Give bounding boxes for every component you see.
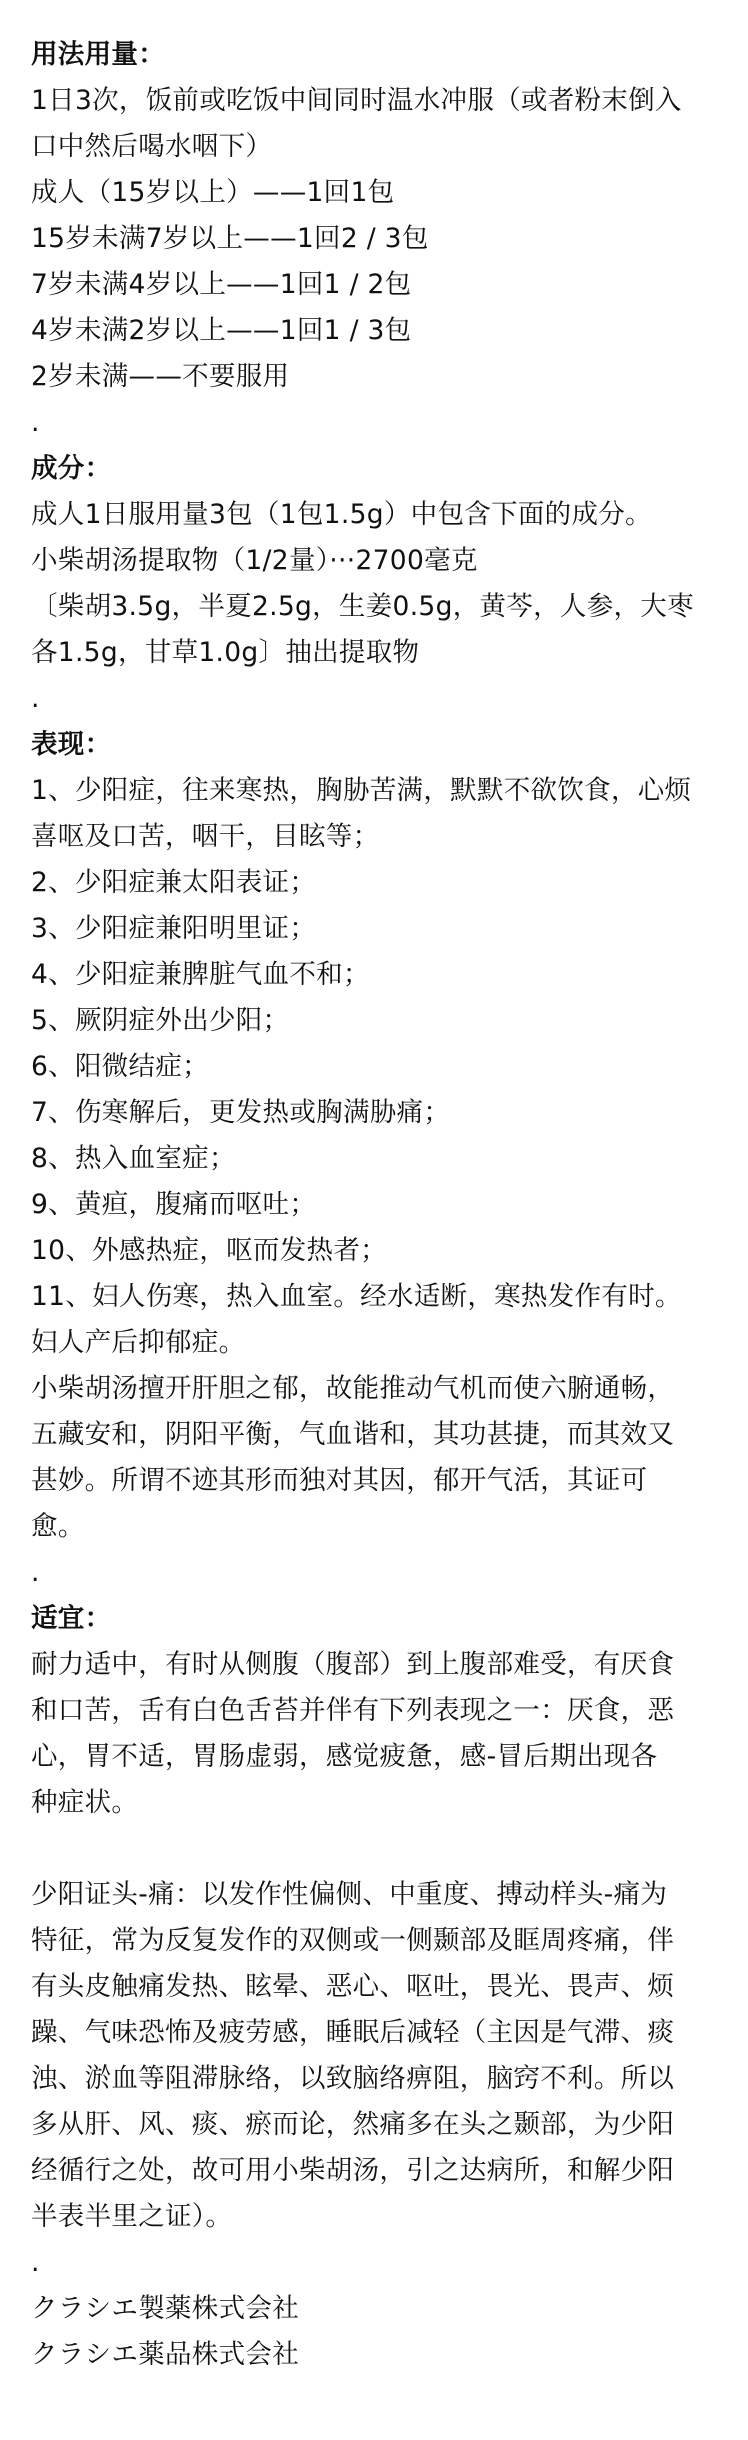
dosage-line: 成人（15岁以上）——1回1包 [31, 177, 395, 208]
symptoms-line: 喜呕及口苦，咽干，目眩等； [31, 821, 380, 852]
dosage-line: 2岁未满——不要服用 [31, 361, 290, 392]
paragraph-gap [31, 1826, 716, 1872]
symptoms-line: 1、少阳症，往来寒热，胸胁苦满，默默不欲饮食，心烦 [31, 775, 692, 806]
symptoms-section [31, 722, 716, 1596]
symptoms-line: 3、少阳症兼阳明里证； [31, 913, 317, 944]
dosage-heading: 用法用量： [31, 39, 165, 70]
dosage-line: 1日3次，饭前或吃饭中间同时温水冲服（或者粉末倒入 [31, 85, 682, 116]
dosage-line: 口中然后喝水咽下） [31, 131, 273, 162]
section-separator: . [31, 2247, 40, 2278]
ingredients-line: 〔柴胡3.5g，半夏2.5g，生姜0.5g，黄芩，人参，大枣 [31, 591, 694, 622]
section-separator: . [31, 683, 40, 714]
symptoms-line: 4、少阳症兼脾脏气血不和； [31, 959, 370, 990]
symptoms-line: 11、妇人伤寒，热入血室。经水适断，寒热发作有时。 [31, 1281, 682, 1312]
manufacturer-name: クラシエ薬品株式会社 [31, 2339, 299, 2370]
ingredients-heading: 成分： [31, 453, 112, 484]
headache-line: 躁、气味恐怖及疲劳感，睡眠后减轻（主因是气滞、痰 [31, 2017, 675, 2048]
suitable-section [31, 1596, 716, 2286]
suitable-line: 心，胃不适，胃肠虚弱，感觉疲惫，感-冒后期出现各 [31, 1741, 658, 1772]
ingredients-line: 成人1日服用量3包（1包1.5g）中包含下面的成分。 [31, 499, 652, 530]
section-separator: . [31, 1557, 40, 1588]
dosage-line: 4岁未满2岁以上——1回1 / 3包 [31, 315, 412, 346]
symptoms-line: 9、黄疸，腹痛而呕吐； [31, 1189, 317, 1220]
suitable-line: 种症状。 [31, 1787, 139, 1818]
symptoms-line: 愈。 [31, 1511, 85, 1542]
symptoms-line: 五藏安和，阴阳平衡，气血谐和，其功甚捷，而其效又 [31, 1419, 675, 1450]
symptoms-line: 2、少阳症兼太阳表证； [31, 867, 317, 898]
headache-line: 少阳证头-痛：以发作性偏侧、中重度、搏动样头-痛为 [31, 1879, 668, 1910]
headache-line: 浊、淤血等阻滞脉络，以致脑络痹阻，脑窍不利。所以 [31, 2063, 675, 2094]
symptoms-line: 7、伤寒解后，更发热或胸满胁痛； [31, 1097, 451, 1128]
section-separator: . [31, 407, 40, 438]
suitable-heading: 适宜： [31, 1603, 112, 1634]
ingredients-section [31, 446, 716, 722]
headache-line: 有头皮触痛发热、眩晕、恶心、呕吐，畏光、畏声、烦 [31, 1971, 675, 2002]
headache-line: 经循行之处，故可用小柴胡汤，引之达病所，和解少阳 [31, 2155, 675, 2186]
suitable-line: 和口苦，舌有白色舌苔并伴有下列表现之一：厌食，恶 [31, 1695, 675, 1726]
symptoms-line: 6、阳微结症； [31, 1051, 209, 1082]
ingredients-line: 各1.5g，甘草1.0g〕抽出提取物 [31, 637, 420, 668]
symptoms-line: 小柴胡汤擅开肝胆之郁，故能推动气机而使六腑通畅， [31, 1373, 675, 1404]
dosage-section [31, 32, 716, 446]
headache-line: 半表半里之证）。 [31, 2201, 233, 2232]
ingredients-line: 小柴胡汤提取物（1/2量）···2700毫克 [31, 545, 478, 576]
symptoms-line: 8、热入血室症； [31, 1143, 236, 1174]
symptoms-line: 5、厥阴症外出少阳； [31, 1005, 290, 1036]
headache-line: 特征，常为反复发作的双侧或一侧颞部及眶周疼痛，伴 [31, 1925, 675, 1956]
symptoms-line: 甚妙。所谓不迹其形而独对其因，郁开气活，其证可 [31, 1465, 648, 1496]
dosage-line: 7岁未满4岁以上——1回1 / 2包 [31, 269, 412, 300]
symptoms-line: 10、外感热症，呕而发热者； [31, 1235, 387, 1266]
symptoms-heading: 表现： [31, 729, 112, 760]
suitable-line: 耐力适中，有时从侧腹（腹部）到上腹部难受，有厌食 [31, 1649, 675, 1680]
manufacturer-name: クラシエ製薬株式会社 [31, 2293, 299, 2324]
headache-line: 多从肝、风、痰、瘀而论，然痛多在头之颞部，为少阳 [31, 2109, 675, 2140]
dosage-line: 15岁未满7岁以上——1回2 / 3包 [31, 223, 429, 254]
symptoms-line: 妇人产后抑郁症。 [31, 1327, 246, 1358]
manufacturer-section [31, 2286, 716, 2378]
